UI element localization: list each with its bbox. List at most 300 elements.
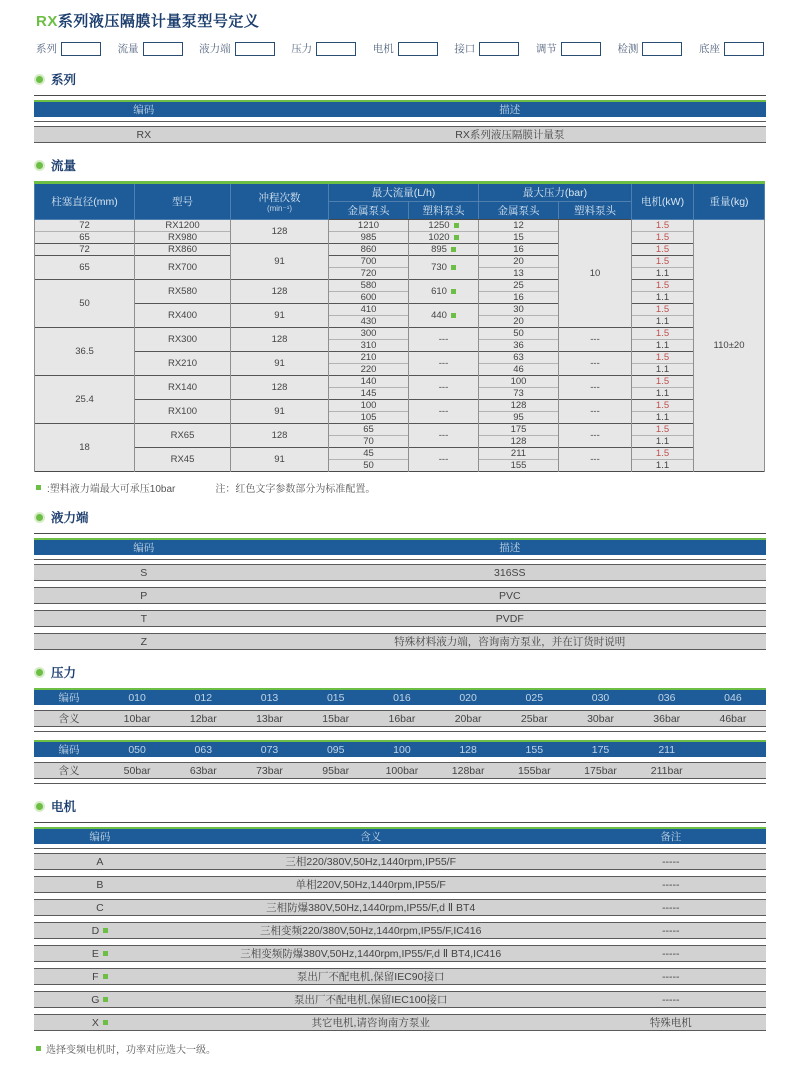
flow-header-row1 [35,183,765,202]
bullet-icon [34,74,45,85]
flow-cell: 1.1 [632,436,694,448]
flow-cell: --- [559,376,632,400]
pressure-meaning-cell: 155bar [517,764,551,777]
flow-cell: --- [409,400,479,424]
pressure-meaning-row [34,762,766,779]
green-square-icon [103,997,108,1002]
pressure-meaning-cell: 10bar [123,712,151,725]
page-title [36,10,766,31]
form-field-box [724,42,764,56]
pressure-code-cell: 036 [657,691,676,704]
flow-cell: RX860 [135,244,231,256]
flow-cell: --- [559,448,632,472]
pressure-code-cell: 030 [591,691,610,704]
flow-row [35,352,765,364]
flow-cell: --- [409,448,479,472]
pressure-code-cell: 073 [260,743,279,756]
flow-cell: 440 [409,304,479,328]
flow-cell: RX700 [135,256,231,280]
flow-row [35,304,765,316]
flow-cell: 36 [479,340,559,352]
flow-cell: --- [559,424,632,448]
section-head-motor [34,797,766,815]
pressure-code-cell: 016 [393,691,411,704]
table-row [34,945,766,962]
rule-line [34,95,766,96]
form-field-label: 压力 [291,43,313,55]
series-table [34,95,766,143]
table-cell: C [96,901,104,914]
flow-cell: 430 [329,316,409,328]
flow-cell: 65 [35,256,135,280]
form-field-电机 [373,41,438,56]
column-header: 编码 [133,104,155,116]
column-header: 含义 [360,831,382,843]
pressure-meaning-cell: 30bar [587,712,614,725]
bullet-icon [34,801,45,812]
form-field-box [398,42,438,56]
form-field-box [61,42,101,56]
flow-cell: 128 [231,328,329,352]
table-cell: ----- [662,878,680,891]
motor-note-text: 选择变频电机时，功率对应选大一级。 [46,1045,216,1056]
table-cell: 泵出厂不配电机,保留IEC100接口 [293,994,448,1006]
flow-cell: 140 [329,376,409,388]
flow-cell: 1.1 [632,268,694,280]
pressure-code-cell: 063 [194,743,213,756]
flow-cell: 105 [329,412,409,424]
flow-cell: 73 [479,388,559,400]
flow-cell: 91 [231,352,329,376]
flow-cell: RX65 [135,424,231,448]
flow-cell: 1.1 [632,412,694,424]
rule-line [34,822,766,823]
flow-cell: --- [409,424,479,448]
pressure-meaning-cell: 63bar [189,764,217,777]
form-field-box [561,42,601,56]
table-cell: RX [136,128,152,141]
table-row [34,876,766,893]
table-cell: 三相变频220/380V,50Hz,1440rpm,IP55/F,IC416 [260,925,482,937]
flow-cell: --- [409,376,479,400]
flow-cell: 1.1 [632,340,694,352]
motor-note [36,1041,766,1056]
table-cell: 三相防爆380V,50Hz,1440rpm,IP55/F,d Ⅱ BT4 [266,902,476,914]
form-field-系列 [36,41,101,56]
flow-row [35,220,765,232]
flow-row [35,280,765,292]
flow-row [35,328,765,340]
table-cell: 泵出厂不配电机,保留IEC90接口 [296,971,445,983]
table-cell: T [140,612,147,625]
flow-cell: 70 [329,436,409,448]
bullet-icon [34,667,45,678]
table-cell: D [34,925,166,937]
form-field-压力 [291,41,356,56]
table-cell: PVC [498,589,521,602]
flow-cell: 1210 [329,220,409,232]
flow-cell: 155 [479,460,559,472]
flow-cell: RX140 [135,376,231,400]
table-cell: 三相变频防爆380V,50Hz,1440rpm,IP55/F,d Ⅱ BT4,IC416 [240,948,502,960]
table-row [34,633,766,650]
table-cell: RX系列液压隔膜计量泵 [455,129,565,141]
table-cell: ----- [662,924,680,937]
flow-cell: --- [559,400,632,424]
table-cell: ----- [662,993,680,1006]
flow-cell: --- [409,328,479,352]
table-row [34,564,766,581]
form-field-流量 [118,41,183,56]
column-header: 备注 [660,831,682,843]
pressure-code-cell: 025 [525,691,544,704]
table-cell: X [34,1017,166,1029]
table-row [34,126,766,143]
flow-cell: 128 [479,436,559,448]
flow-cell: 72 [35,220,135,232]
flow-column-header: 冲程次数 (min⁻¹) [231,183,329,220]
bullet-icon [34,512,45,523]
table-cell: ----- [662,901,680,914]
pressure-code-cell: 155 [525,743,544,756]
form-field-接口 [454,41,519,56]
flow-cell: 20 [479,316,559,328]
flow-cell: 210 [329,352,409,364]
section-title-flow: 流量 [51,159,77,173]
flow-cell: RX1200 [135,220,231,232]
pressure-code-cell: 211 [658,743,676,756]
table-cell: Z [140,635,147,648]
section-head-hydraulic [34,508,766,526]
rule-line [34,533,766,534]
green-square-icon [451,247,456,252]
table-row [34,610,766,627]
flow-cell: 25 [479,280,559,292]
pressure-meaning-cell: 211bar [650,764,683,777]
flow-cell: 128 [231,376,329,400]
flow-cell: 985 [329,232,409,244]
pressure-meaning-cell: 50bar [123,764,151,777]
flow-cell: 46 [479,364,559,376]
flow-cell: 1.5 [632,376,694,388]
pressure-row-label: 编码 [58,692,80,704]
flow-cell: RX400 [135,304,231,328]
flow-cell: 128 [479,400,559,412]
model-code-form-row [36,41,764,56]
green-square-icon [36,485,41,490]
green-square-icon [103,951,108,956]
pressure-meaning-cell: 15bar [322,712,350,725]
flow-column-header-unit: (min⁻¹) [266,204,293,213]
flow-cell: 730 [409,256,479,280]
flow-column-header: 塑料泵头 [409,202,479,220]
form-field-调节 [536,41,601,56]
rule-line [34,121,766,122]
flow-cell: 410 [329,304,409,316]
table-cell: 316SS [494,566,526,579]
flow-column-header: 柱塞直径(mm) [35,183,135,220]
form-field-label: 电机 [372,43,394,55]
section-title-series: 系列 [51,73,77,87]
form-field-box [479,42,519,56]
flow-cell: 1.1 [632,364,694,376]
flow-cell: RX580 [135,280,231,304]
flow-cell: 72 [35,244,135,256]
pressure-meaning-cell: 20bar [454,712,482,725]
flow-note-red: 注：红色文字参数部分为标准配置。 [215,484,376,495]
pressure-meaning-cell: 128bar [451,764,485,777]
table-cell: 三相220/380V,50Hz,1440rpm,IP55/F [285,856,457,868]
pressure-code-cell: 010 [128,691,146,704]
flow-cell: 1.5 [632,256,694,268]
flow-cell: 211 [479,448,559,460]
flow-cell: 1020 [409,232,479,244]
table-cell: ----- [662,970,680,983]
pressure-meaning-cell: 36bar [653,712,681,725]
table-cell: A [96,855,104,868]
table-cell: P [140,589,148,602]
column-header: 描述 [499,104,521,116]
flow-cell: 1.5 [632,280,694,292]
section-title-hydraulic: 液力端 [51,511,89,525]
table-cell: 特殊材料液力端，咨询南方泵业，并在订货时说明 [394,636,626,648]
pressure-code-cell: 095 [326,743,345,756]
form-field-label: 液力端 [199,43,231,55]
flow-cell: 1.1 [632,388,694,400]
form-field-底座 [699,41,764,56]
column-header: 编码 [133,542,155,554]
flow-cell: 128 [231,280,329,304]
flow-cell: 1.5 [632,328,694,340]
flow-cell: --- [409,352,479,376]
flow-row [35,448,765,460]
green-square-icon [451,313,456,318]
flow-cell: 128 [231,424,329,448]
flow-cell: 91 [231,400,329,424]
form-field-label: 调节 [535,43,557,55]
flow-cell: 50 [35,280,135,328]
flow-cell: 1.5 [632,304,694,316]
pressure-code-cell: 013 [260,691,279,704]
flow-cell: 860 [329,244,409,256]
flow-cell: 1.5 [632,220,694,232]
flow-cell: RX210 [135,352,231,376]
pressure-tables [34,688,766,784]
flow-cell: 36.5 [35,328,135,376]
green-square-icon [36,1046,41,1051]
flow-notes [36,480,766,495]
table-header-bar [34,538,766,555]
section-head-pressure [34,663,766,681]
flow-cell: 600 [329,292,409,304]
form-field-label: 底座 [699,43,720,55]
green-square-icon [454,223,459,228]
pressure-code-cell: 015 [326,691,345,704]
pressure-code-cell: 020 [459,691,477,704]
green-square-icon [103,974,108,979]
flow-cell: 310 [329,340,409,352]
table-cell: S [140,566,148,579]
flow-cell: 580 [329,280,409,292]
pressure-meaning-cell: 13bar [256,712,283,725]
pressure-meaning-cell: 100bar [385,764,419,777]
flow-cell: 110±20 [694,220,765,472]
table-cell: 单相220V,50Hz,1440rpm,IP55/F [295,879,446,891]
flow-cell: 16 [479,292,559,304]
flow-table [34,181,765,472]
page-title-rest: 系列液压隔膜计量泵型号定义 [57,13,260,30]
flow-column-header: 金属泵头 [479,202,559,220]
table-row [34,922,766,939]
rule-line [34,731,766,732]
table-row [34,991,766,1008]
pressure-meaning-cell: 95bar [322,764,350,777]
form-field-box [316,42,356,56]
table-row [34,968,766,985]
flow-row [35,400,765,412]
section-title-pressure: 压力 [51,666,77,680]
rule-line [34,848,766,849]
rule-line [34,559,766,560]
flow-cell: --- [559,328,632,352]
table-cell: E [34,948,166,960]
flow-row [35,232,765,244]
pressure-meaning-cell: 12bar [189,712,217,725]
section-head-series [34,70,766,88]
pressure-code-cell: 050 [128,743,146,756]
pressure-code-cell: 012 [194,691,213,704]
pressure-code-bar [34,688,766,705]
flow-cell: 100 [329,400,409,412]
table-cell: 特殊电机 [649,1017,692,1029]
flow-cell: 95 [479,412,559,424]
pressure-code-cell: 175 [591,743,610,756]
flow-cell: RX100 [135,400,231,424]
flow-cell: 128 [231,220,329,244]
table-cell: G [34,994,166,1006]
flow-cell: 1.5 [632,232,694,244]
flow-cell: 65 [329,424,409,436]
flow-cell: 610 [409,280,479,304]
flow-cell: 220 [329,364,409,376]
table-cell: ----- [662,947,680,960]
flow-cell: 91 [231,244,329,280]
flow-cell: 1.5 [632,448,694,460]
table-cell: B [96,878,104,891]
table-cell: ----- [662,855,680,868]
flow-cell: 45 [329,448,409,460]
flow-cell: 63 [479,352,559,364]
green-square-icon [451,265,456,270]
table-header-bar [34,827,766,844]
flow-cell: 1.5 [632,352,694,364]
bullet-icon [34,160,45,171]
pressure-meaning-cell: 73bar [256,764,283,777]
pressure-meaning-cell: 16bar [388,712,416,725]
flow-cell: RX300 [135,328,231,352]
flow-cell: RX45 [135,448,231,472]
flow-cell: 175 [479,424,559,436]
flow-column-header: 最大压力(bar) [479,183,632,202]
flow-cell: 1.5 [632,424,694,436]
flow-cell: 1.1 [632,460,694,472]
motor-table [34,822,766,1031]
table-row [34,1014,766,1031]
form-field-label: 流量 [117,43,139,55]
flow-cell: 16 [479,244,559,256]
pressure-row-label: 含义 [58,713,80,725]
green-square-icon [103,928,108,933]
flow-cell: 91 [231,448,329,472]
flow-cell: 15 [479,232,559,244]
flow-column-header: 金属泵头 [329,202,409,220]
form-field-box [642,42,682,56]
flow-cell: 895 [409,244,479,256]
table-row [34,853,766,870]
table-cell: 其它电机,请咨询南方泵业 [311,1017,430,1029]
flow-cell: 1.5 [632,244,694,256]
green-square-icon [451,289,456,294]
form-field-box [143,42,183,56]
form-field-box [235,42,275,56]
form-field-label: 检测 [617,43,639,55]
flow-cell: 18 [35,424,135,472]
page-title-prefix: RX [36,13,58,30]
flow-cell: RX980 [135,232,231,244]
flow-cell: 1.5 [632,400,694,412]
section-head-flow [34,156,766,174]
pressure-table [34,740,766,784]
table-header-bar [34,100,766,117]
pressure-table [34,688,766,732]
flow-column-header: 最大流量(L/h) [329,183,479,202]
rule-line [34,783,766,784]
flow-row [35,376,765,388]
column-header: 描述 [499,542,521,554]
flow-cell: 1250 [409,220,479,232]
pressure-code-cell: 100 [393,743,411,756]
pressure-meaning-cell: 175bar [584,764,617,777]
flow-cell: 300 [329,328,409,340]
flow-row [35,256,765,268]
flow-column-header: 电机(kW) [632,183,694,220]
green-square-icon [454,235,459,240]
flow-cell: 720 [329,268,409,280]
flow-cell: 13 [479,268,559,280]
flow-row [35,424,765,436]
flow-cell: 20 [479,256,559,268]
pressure-meaning-cell: 25bar [520,712,548,725]
flow-cell: --- [559,352,632,376]
flow-column-header: 塑料泵头 [559,202,632,220]
pressure-code-bar [34,740,766,757]
table-row [34,899,766,916]
form-field-检测 [617,41,682,56]
pressure-row-label: 编码 [58,744,80,756]
flow-note-plastic: :塑料液力端最大可承压10bar [47,484,176,495]
flow-column-header: 型号 [135,183,231,220]
flow-cell: 30 [479,304,559,316]
table-row [34,587,766,604]
column-header: 编码 [89,831,111,843]
section-title-motor: 电机 [51,800,77,814]
flow-row [35,244,765,256]
flow-cell: 1.1 [632,292,694,304]
flow-cell: 25.4 [35,376,135,424]
flow-cell: 10 [559,220,632,328]
pressure-code-cell: 128 [459,743,477,756]
flow-cell: 12 [479,220,559,232]
